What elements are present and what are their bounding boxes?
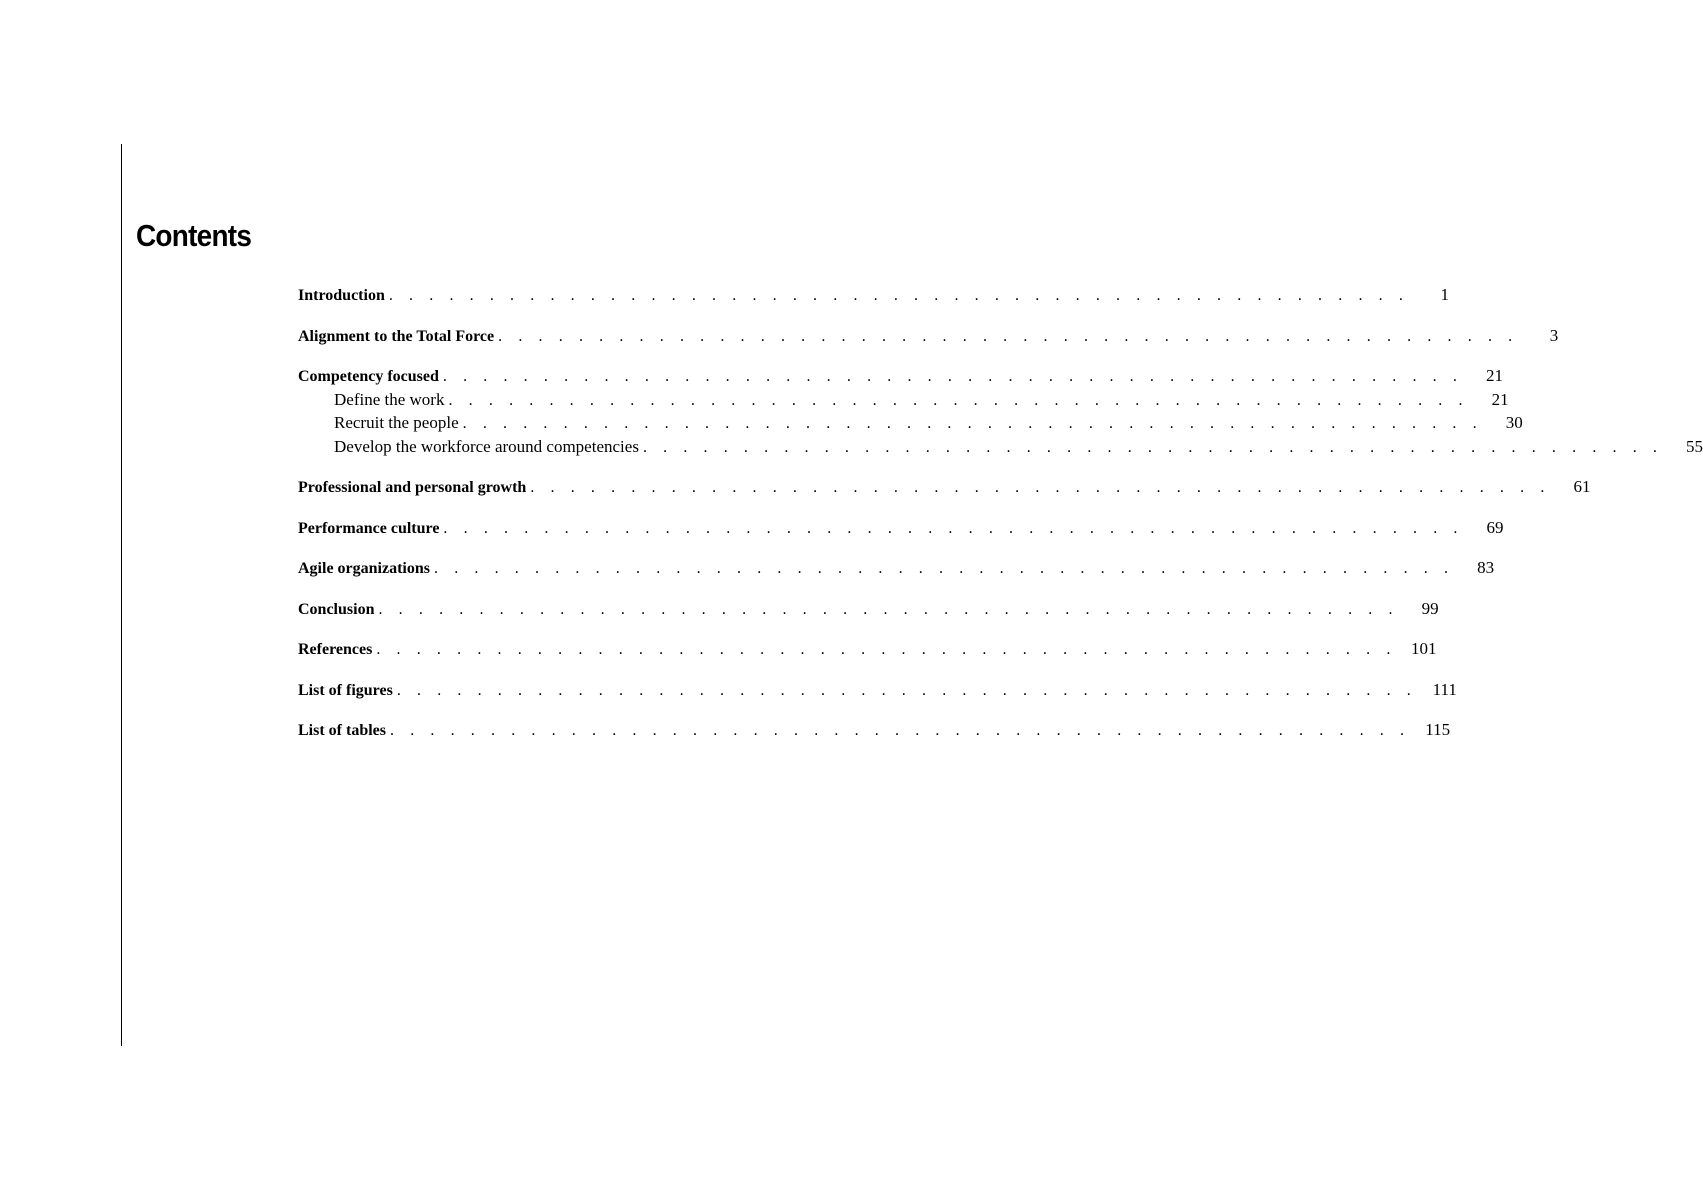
toc-entry-label: Recruit the people — [334, 413, 459, 432]
toc-page-number: 21 — [1491, 389, 1509, 409]
toc-entry-label: Competency focused — [298, 368, 439, 385]
toc-subentry[interactable] — [298, 435, 1703, 459]
toc-section-list-of-tables — [298, 718, 1451, 742]
dot-leader: . . . . . . . . . . . . . . . . . . . . . . . . . . . . . . . . . . . . . . . . . . . . . . . . . . . — [442, 368, 1463, 385]
toc-entry[interactable] — [298, 678, 1457, 702]
toc-page-number: 1 — [1440, 285, 1449, 304]
toc-section-competency-focused — [298, 364, 1703, 458]
dot-leader: . . . . . . . . . . . . . . . . . . . . . . . . . . . . . . . . . . . . . . . . . . . . . . . . . . . — [443, 519, 1464, 537]
toc-page-number: 3 — [1549, 325, 1559, 345]
dot-leader: . . . . . . . . . . . . . . . . . . . . . . . . . . . . . . . . . . . . . . . . . . . . . . . . . . . — [396, 681, 1417, 699]
toc-page-number: 55 — [1686, 436, 1703, 456]
toc-page-number: 83 — [1477, 558, 1495, 577]
toc-entry-label: References — [298, 641, 373, 658]
toc-page-number: 101 — [1410, 639, 1437, 658]
toc-entry-label: Agile organizations — [298, 560, 430, 577]
toc-page-number: 21 — [1485, 366, 1503, 385]
toc-section-introduction — [298, 283, 1449, 307]
toc-section-agile-organizations — [298, 556, 1495, 580]
toc-entry[interactable] — [298, 283, 1449, 307]
toc-section-alignment-to-the-total-force — [298, 324, 1559, 348]
toc-entry-label: Define the work — [334, 389, 445, 409]
toc-page-number: 115 — [1425, 720, 1451, 739]
dot-leader: . . . . . . . . . . . . . . . . . . . . . . . . . . . . . . . . . . . . . . . . . . . . . . . . . . . — [530, 479, 1551, 496]
toc-subentry[interactable] — [298, 411, 1523, 435]
toc-page-number: 111 — [1432, 679, 1457, 699]
toc-entry-label: Alignment to the Total Force — [298, 327, 495, 345]
toc-entry-label: List of tables — [298, 722, 386, 739]
toc-entry-label: Performance culture — [298, 519, 440, 537]
dot-leader: . . . . . . . . . . . . . . . . . . . . . . . . . . . . . . . . . . . . . . . . . . . . . . . . . . . — [378, 600, 1399, 618]
toc-section-list-of-figures — [298, 678, 1457, 702]
toc-entry-label: Develop the workforce around competencies — [334, 436, 639, 456]
toc-entry-label: Introduction — [298, 287, 385, 304]
dot-leader: . . . . . . . . . . . . . . . . . . . . . . . . . . . . . . . . . . . . . . . . . . . . . . . . . . . — [462, 415, 1483, 432]
toc-entry[interactable] — [298, 637, 1437, 661]
toc-entry[interactable] — [298, 364, 1503, 388]
toc-entry[interactable] — [298, 556, 1495, 580]
margin-rule — [121, 144, 122, 1046]
toc-section-conclusion — [298, 597, 1439, 621]
dot-leader: . . . . . . . . . . . . . . . . . . . . . . . . . . . . . . . . . . . . . . . . . . . . . . . . . . . — [434, 560, 1455, 577]
dot-leader: . . . . . . . . . . . . . . . . . . . . . . . . . . . . . . . . . . . . . . . . . . . . . . . . . . . — [448, 391, 1469, 409]
dot-leader: . . . . . . . . . . . . . . . . . . . . . . . . . . . . . . . . . . . . . . . . . . . . . . . . . . . — [390, 722, 1411, 739]
toc-entry-label: Professional and personal growth — [298, 479, 527, 496]
toc-subentry[interactable] — [298, 388, 1509, 412]
toc-entry[interactable] — [298, 324, 1559, 348]
toc-entry[interactable] — [298, 475, 1591, 499]
dot-leader: . . . . . . . . . . . . . . . . . . . . . . . . . . . . . . . . . . . . . . . . . . . . . . . . . . . — [376, 641, 1397, 658]
toc-entry[interactable] — [298, 718, 1451, 742]
toc-entry[interactable] — [298, 597, 1439, 621]
dot-leader: . . . . . . . . . . . . . . . . . . . . . . . . . . . . . . . . . . . . . . . . . . . . . . . . . . . — [642, 438, 1664, 456]
toc-section-performance-culture — [298, 516, 1504, 540]
toc-page-number: 61 — [1573, 477, 1591, 496]
page-title: Contents — [136, 218, 252, 253]
toc-page-number: 99 — [1421, 598, 1439, 618]
toc-entry[interactable] — [298, 516, 1504, 540]
toc-entry-label: List of figures — [298, 681, 393, 699]
dot-leader: . . . . . . . . . . . . . . . . . . . . . . . . . . . . . . . . . . . . . . . . . . . . . . . . . . . — [388, 287, 1409, 304]
toc-page-number: 69 — [1486, 517, 1504, 537]
toc-section-references — [298, 637, 1437, 661]
dot-leader: . . . . . . . . . . . . . . . . . . . . . . . . . . . . . . . . . . . . . . . . . . . . . . . . . . . — [498, 327, 1519, 345]
toc-section-professional-and-personal-growth — [298, 475, 1591, 499]
toc-entry-label: Conclusion — [298, 600, 375, 618]
table-of-contents — [298, 283, 1703, 759]
toc-page-number: 30 — [1505, 413, 1523, 432]
